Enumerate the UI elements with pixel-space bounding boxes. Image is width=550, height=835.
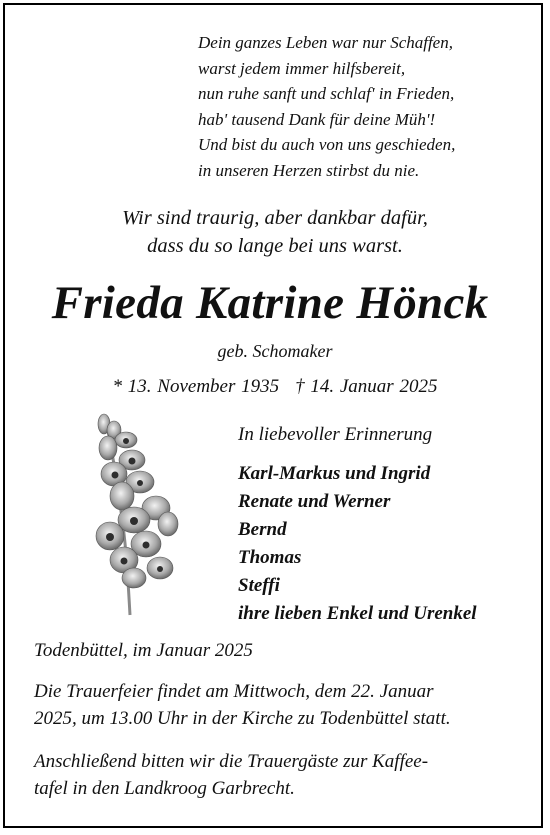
family-member: Renate und Werner	[238, 491, 391, 512]
poem	[198, 30, 455, 183]
life-dates	[0, 376, 550, 398]
birth-name: geb. Schomaker	[217, 341, 333, 361]
poem-line: nun ruhe sanft und schlaf' in Frieden,	[198, 84, 455, 103]
memory-line: In liebevoller Erinnerung	[238, 424, 433, 445]
quote	[0, 204, 550, 260]
poem-line: hab' tausend Dank für deine Müh'!	[198, 109, 436, 129]
place-date: Todenbüttel, im Januar 2025	[34, 640, 253, 661]
poem-line: warst jedem immer hilfsbereit,	[198, 58, 406, 78]
family-member: Karl-Markus und Ingrid	[238, 463, 431, 484]
death-date: † 14. Januar 2025	[295, 376, 438, 397]
reception-line: tafel in den Landkroog Garbrecht.	[34, 778, 295, 799]
reception-notice	[34, 748, 428, 802]
family-member: Steffi	[238, 575, 280, 596]
funeral-line: Die Trauerfeier findet am Mittwoch, dem 22. Januar	[34, 681, 434, 702]
orchid-branch-icon	[80, 410, 190, 620]
funeral-notice	[34, 678, 451, 732]
deceased-name: Frieda Katrine Hönck	[51, 277, 489, 329]
birth-date: * 13. November 1935	[112, 376, 280, 397]
poem-line: Und bist du auch von uns geschieden,	[198, 135, 456, 154]
quote-line: Wir sind traurig, aber dankbar dafür,	[122, 207, 428, 229]
poem-line: Dein ganzes Leben war nur Schaffen,	[198, 33, 453, 52]
funeral-line: 2025, um 13.00 Uhr in der Kirche zu Todenbüttel statt.	[34, 708, 451, 729]
poem-line: in unseren Herzen stirbst du nie.	[198, 160, 420, 180]
family-member: ihre lieben Enkel und Urenkel	[238, 603, 477, 624]
family-member: Thomas	[238, 547, 302, 568]
family-member: Bernd	[238, 519, 287, 540]
family-list	[238, 460, 477, 628]
reception-line: Anschließend bitten wir die Trauergäste zur Kaffee-	[34, 751, 429, 772]
quote-line: dass du so lange bei uns warst.	[147, 235, 403, 257]
